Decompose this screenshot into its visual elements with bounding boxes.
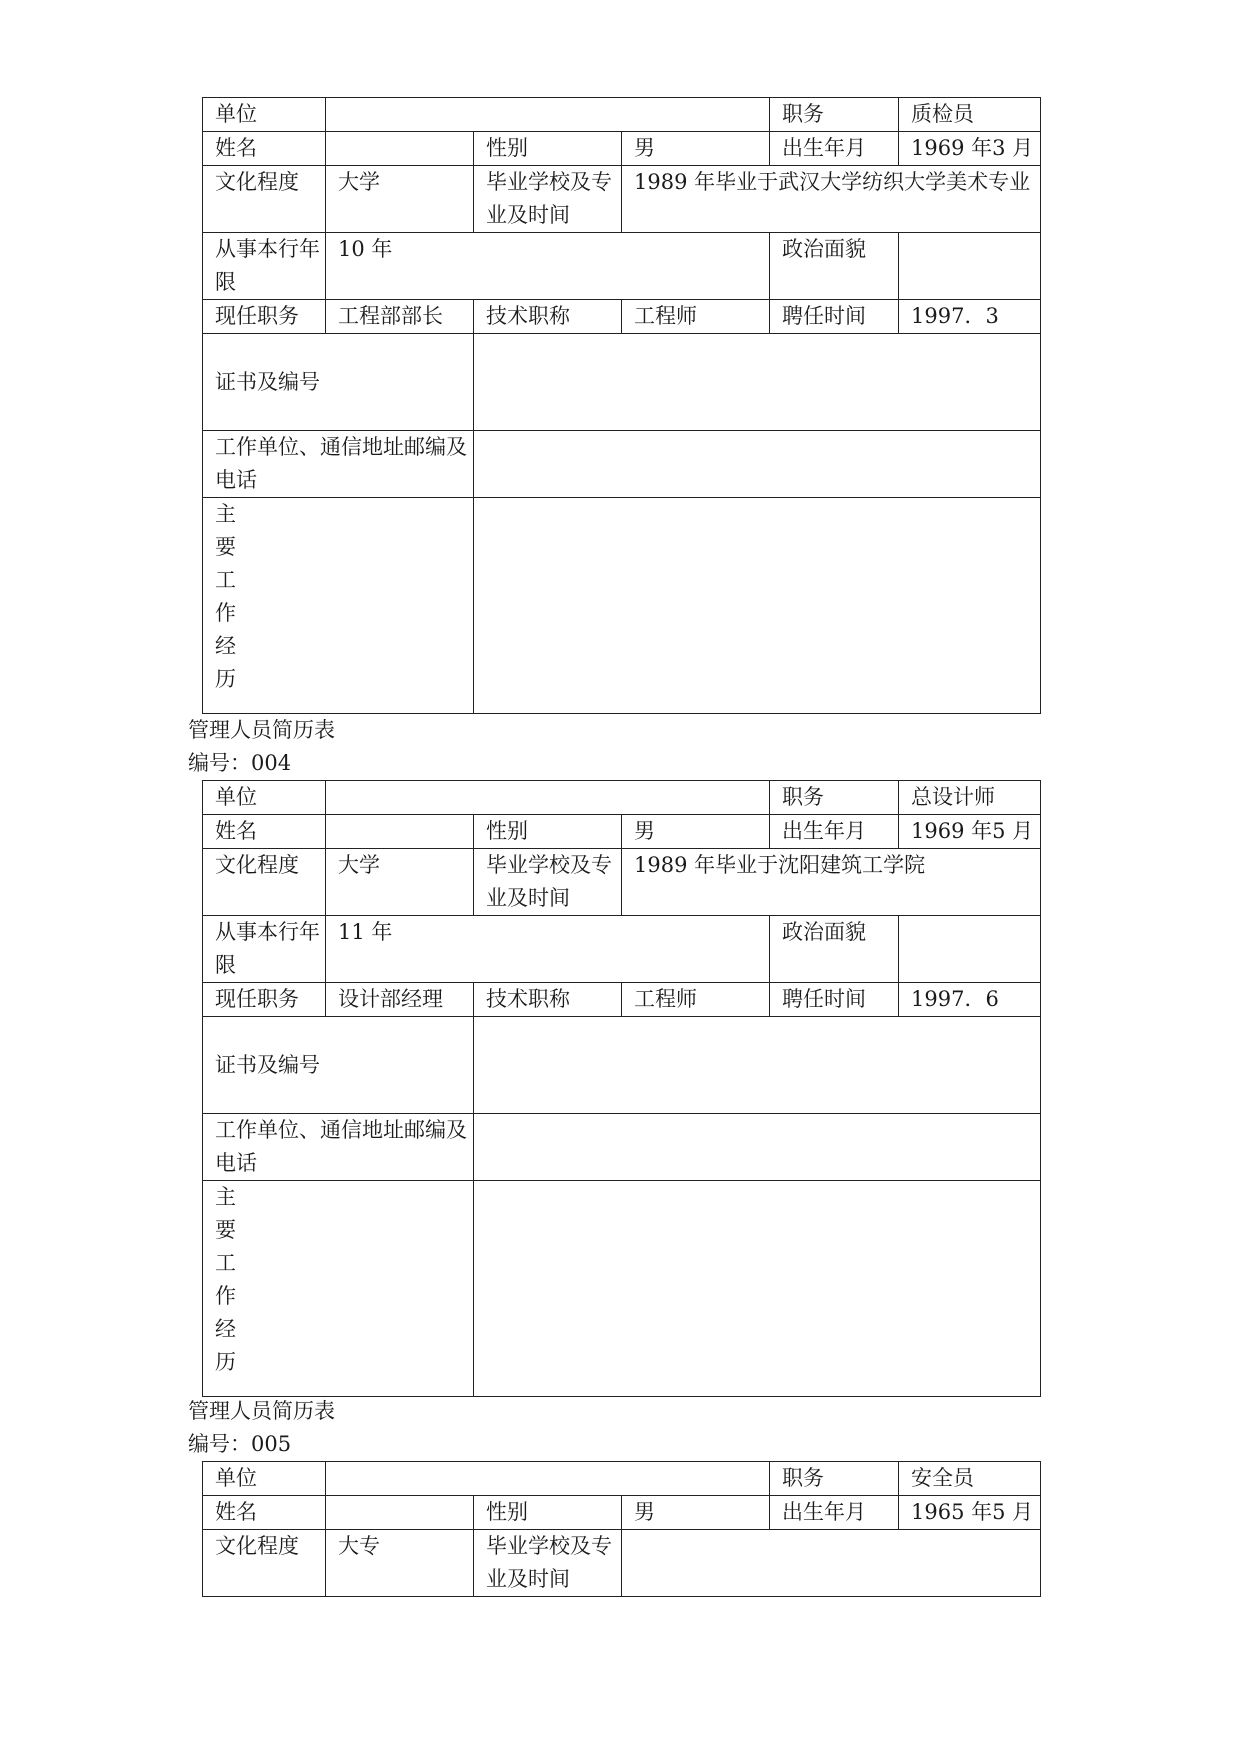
education-value: 大学 [326,166,474,233]
hire-value: 1997．3 [899,300,1041,334]
resume-table-2 [202,780,1041,1397]
experience-label: 主 要 工 作 经 历 [203,498,474,714]
gender-value: 男 [622,132,770,166]
school-label: 毕业学校及专业及时间 [474,166,622,233]
experience-value [474,498,1041,714]
form-number: 编号：005 [188,1432,292,1456]
unit-value [326,781,770,815]
post-label: 职务 [770,1462,899,1496]
years-label: 从事本行年限 [203,916,326,983]
education-label: 文化程度 [203,849,326,916]
gender-label: 性别 [474,132,622,166]
name-value [326,815,474,849]
hire-label: 聘任时间 [770,300,899,334]
contact-label: 工作单位、通信地址邮编及电话 [203,1114,474,1181]
name-label: 姓名 [203,132,326,166]
name-value [326,132,474,166]
contact-value [474,1114,1041,1181]
job-label: 现任职务 [203,983,326,1017]
school-value [622,1530,1041,1597]
school-value: 1989 年毕业于武汉大学纺织大学美术专业 [622,166,1041,233]
experience-label: 主 要 工 作 经 历 [203,1181,474,1397]
post-value: 质检员 [899,98,1041,132]
political-label: 政治面貌 [770,916,899,983]
post-value: 总设计师 [899,781,1041,815]
years-label: 从事本行年限 [203,233,326,300]
birth-label: 出生年月 [770,132,899,166]
form-number: 编号：004 [188,751,292,775]
contact-label: 工作单位、通信地址邮编及电话 [203,431,474,498]
unit-value [326,1462,770,1496]
unit-value [326,98,770,132]
hire-value: 1997．6 [899,983,1041,1017]
unit-label: 单位 [203,98,326,132]
birth-value: 1969 年3 月 [899,132,1041,166]
hire-label: 聘任时间 [770,983,899,1017]
gender-value: 男 [622,815,770,849]
job-label: 现任职务 [203,300,326,334]
political-value [899,916,1041,983]
birth-label: 出生年月 [770,1496,899,1530]
name-label: 姓名 [203,815,326,849]
years-value: 10 年 [326,233,770,300]
resume-table-3 [202,1461,1041,1597]
political-value [899,233,1041,300]
experience-value [474,1181,1041,1397]
certificate-label: 证书及编号 [203,1017,474,1114]
certificate-label: 证书及编号 [203,334,474,431]
post-value: 安全员 [899,1462,1041,1496]
birth-value: 1969 年5 月 [899,815,1041,849]
tech-title-label: 技术职称 [474,983,622,1017]
gender-value: 男 [622,1496,770,1530]
education-value: 大学 [326,849,474,916]
unit-label: 单位 [203,781,326,815]
gender-label: 性别 [474,1496,622,1530]
birth-value: 1965 年5 月 [899,1496,1041,1530]
post-label: 职务 [770,98,899,132]
education-value: 大专 [326,1530,474,1597]
gender-label: 性别 [474,815,622,849]
job-value: 工程部部长 [326,300,474,334]
resume-table-1 [202,97,1041,714]
unit-label: 单位 [203,1462,326,1496]
post-label: 职务 [770,781,899,815]
years-value: 11 年 [326,916,770,983]
job-value: 设计部经理 [326,983,474,1017]
school-label: 毕业学校及专业及时间 [474,1530,622,1597]
contact-value [474,431,1041,498]
name-label: 姓名 [203,1496,326,1530]
name-value [326,1496,474,1530]
form-heading: 管理人员简历表 [188,1399,335,1423]
tech-title-value: 工程师 [622,300,770,334]
birth-label: 出生年月 [770,815,899,849]
certificate-value [474,1017,1041,1114]
political-label: 政治面貌 [770,233,899,300]
education-label: 文化程度 [203,166,326,233]
form-heading: 管理人员简历表 [188,718,335,742]
school-label: 毕业学校及专业及时间 [474,849,622,916]
school-value: 1989 年毕业于沈阳建筑工学院 [622,849,1041,916]
education-label: 文化程度 [203,1530,326,1597]
tech-title-label: 技术职称 [474,300,622,334]
certificate-value [474,334,1041,431]
tech-title-value: 工程师 [622,983,770,1017]
